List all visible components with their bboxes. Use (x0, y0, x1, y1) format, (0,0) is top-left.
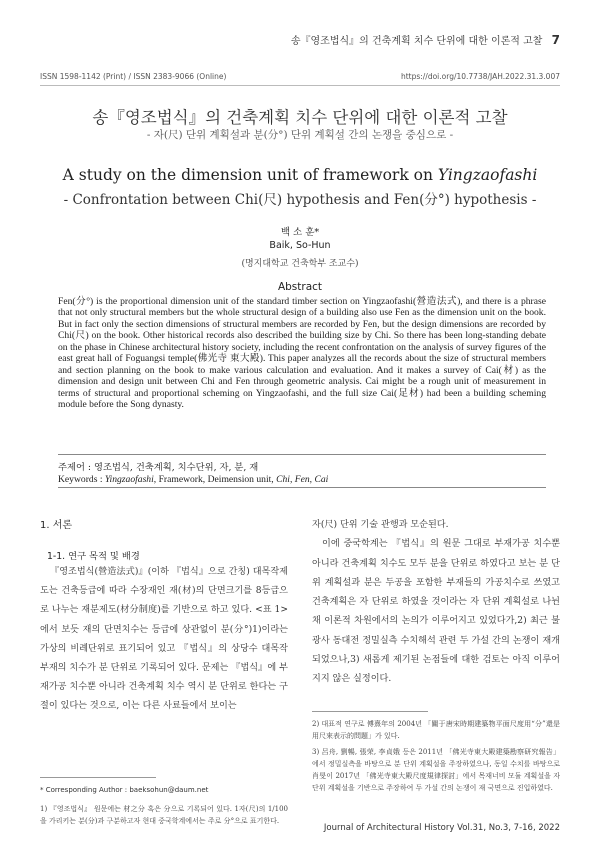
journal-citation: Journal of Architectural History Vol.31, No.3, 7-16, 2022 (323, 823, 560, 833)
title-english-prefix: A study on the dimension unit of framework on (62, 166, 438, 184)
section-heading: 1. 서론 (40, 520, 73, 531)
page-number: 7 (551, 33, 560, 47)
keywords-korean: 주제어 : 영조법식, 건축계획, 치수단위, 자, 분, 재 (58, 462, 259, 473)
subsection-heading: 1-1. 연구 목적 및 배경 (47, 551, 140, 562)
author-name-english: Baik, So-Hun (269, 240, 331, 251)
subtitle-english: - Confrontation between Chi(尺) hypothesis and Fen(分°) hypothesis - (63, 192, 537, 208)
header-divider (40, 85, 560, 86)
footnote-3: 3) 呂舟, 劉暢, 張荣, 李貞娥 등은 2011년 「佛光寺東大殿建築勘察研究報告」에서 정밀실측을 바탕으로 분 단위 계획설을 주장하였으나, 동일 수치를 바탕으로 肖旻이 2017년 「佛光寺東大殿尺度規律探討」에서 목재너비 모듈 계획설을 자 단위 계획설을 기반으로 주장하여 두 가설 간의 논쟁이 재 국면으로 진입하였다. (312, 748, 560, 792)
keywords-part3: Chi, Fen, Cai (276, 474, 329, 485)
title-english-italic: Yingzaofashi (437, 166, 538, 184)
body-paragraph: 자(尺) 단위 기술 관행과 모순된다. (312, 520, 449, 530)
keywords-english (58, 474, 328, 485)
author-affiliation: (명지대학교 건축학부 조교수) (241, 259, 359, 269)
corresponding-author-note: * Corresponding Author : baeksohun@daum.net (40, 786, 209, 794)
footnote-2: 2) 대표적 연구로 傅熹年의 2004년 「關于唐宋時期建築物平面尺度用“分”還是用尺來表示的問題」가 있다. (312, 720, 560, 740)
author-name-korean: 백 소 훈* (280, 227, 320, 238)
footnote-divider (312, 711, 428, 712)
running-header (291, 32, 560, 47)
doi-link[interactable]: https://doi.org/10.7738/JAH.2022.31.3.007 (400, 72, 560, 81)
title-english (0, 166, 600, 184)
abstract-text: Fen(分°) is the proportional dimension unit of the standard timber section on Yingzaofashi(營造法式), and there is a phrase that not only structural members but the whole structural design of a building also use Fen as the dimension unit on the book. But in fact only the section dimensions of structural members are recorded by Fen, but the design dimensions are recorded by Chi(尺) on the book. Other historical records also described the building size by Chi. So there has been long-standing debate on the phase in Chinese architectural history society, including the recent confrontation on the analysis of survey figures of the east great hall of Foguangsi temple(佛光寺 東大殿). This paper analyzes all the records about the size of structural members and section planning on the book to make various calculation and evaluation. And it makes a survey of Cai(材) as the dimension and design unit between Chi and Fen through geometric analysis. Cai might be a rough unit of measurement in terms of structural and proportional scheming on Yingzaofashi, and the full size Cai(足材) had been a building scheming module before the Song dynasty. (58, 296, 546, 411)
subtitle-korean: - 자(尺) 단위 계획설과 분(分°) 단위 계획설 간의 논쟁을 중심으로 - (146, 129, 454, 141)
abstract-heading: Abstract (277, 281, 323, 293)
title-korean: 송『영조법식』의 건축계획 치수 단위에 대한 이론적 고찰 (92, 108, 508, 127)
footnote-divider (40, 777, 156, 778)
body-right-column (312, 516, 560, 690)
keywords-part1: Yingzaofashi (104, 474, 154, 485)
body-paragraph: 이에 중국학계는 『법식』의 원문 그대로 부재가공 치수뿐 아니라 건축계획 치수도 모두 분을 단위로 하였다고 보는 분 단위 계획설과 분은 두공을 포함한 부재들의 가공치수로 쓰였고 건축계획은 자 단위로 하였을 것이라는 자 단위 계획설로 나뉜 채 이론적 차원에서의 논의가 이루어지고 있었다가,2) 최근 불광사 동대전 정밀실측 수치해석 관련 두 가설 간의 논쟁이 재개되었으나,3) 새롭게 제기된 논점들에 대한 검토는 아직 이루어지지 않은 실정이다. (312, 539, 560, 685)
running-title: 송『영조법식』의 건축계획 치수 단위에 대한 이론적 고찰 (290, 36, 543, 47)
body-left-column (40, 563, 288, 717)
issn: ISSN 1598-1142 (Print) / ISSN 2383-9066 (Online) (40, 72, 227, 81)
keywords-part2: , Framework, Deimension unit, (153, 474, 277, 485)
footnote-1: 1) 『영조법식』 원문에는 材之分 혹은 分으로 기록되어 있다. 1자(尺)의 1/100을 가리키는 분(分)과 구분하고자 현대 중국학계에서는 주로 分°으로 표기한다. (40, 805, 288, 825)
body-paragraph: 『영조법식(營造法式)』(이하 『법식』으로 간칭) 대목작제도는 건축등급에 따라 수장재인 재(材)의 단면크기를 8등급으로 나누는 재분제도(材分制度)를 기반으로 하고 있다. <표 1>에서 보듯 재의 단면치수는 등급에 상관없이 분(分°)1)이라는 가상의 비례단위로 표기되어 있고 『법식』의 상당수 대목작 부재의 치수가 분 단위로 기록되어 있다. 문제는 『법식』에 부재가공 치수뿐 아니라 건축계획 치수 역시 분 단위로 한다는 구절이 있다는 것으로, 이는 다른 사료들에서 보이는 (40, 567, 288, 712)
keywords-label: Keywords : (58, 474, 105, 485)
